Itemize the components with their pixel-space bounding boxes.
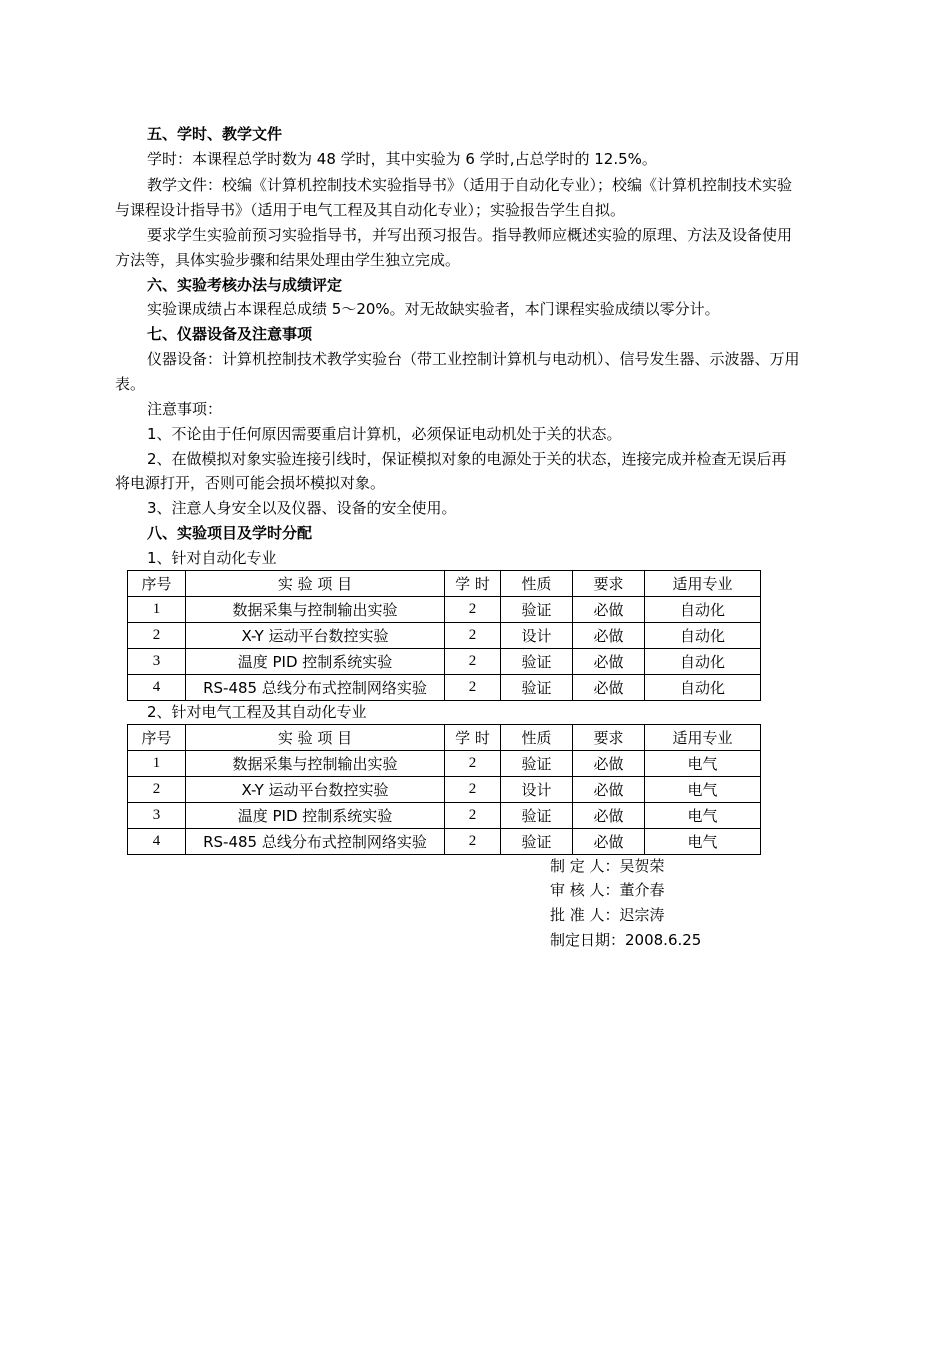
table-cell: 2 [445, 829, 501, 855]
column-header: 序号 [128, 571, 186, 597]
section5-require-line1: 要求学生实验前预习实验指导书，并写出预习报告。指导教师应概述实验的原理、方法及设备使用 [147, 226, 793, 244]
table-cell: 2 [128, 623, 186, 649]
table-cell: 验证 [501, 751, 573, 777]
column-header: 适用专业 [645, 571, 761, 597]
table-row [128, 623, 761, 649]
table-cell: 必做 [573, 777, 645, 803]
column-header: 学 时 [445, 725, 501, 751]
table-cell: 2 [445, 649, 501, 675]
section5-hours-text: 学时：本课程总学时数为 48 学时，其中实验为 6 学时,占总学时的 12.5%。 [147, 150, 657, 168]
table-header-row [128, 571, 761, 597]
signature-date: 制定日期：2008.6.25 [550, 931, 702, 949]
table-row [128, 829, 761, 855]
table-electrical-body [128, 725, 761, 855]
table-cell: RS-485 总线分布式控制网络实验 [186, 675, 445, 701]
table-row [128, 675, 761, 701]
table-row [128, 597, 761, 623]
section5-heading: 五、学时、教学文件 [147, 125, 283, 143]
table-cell: 验证 [501, 803, 573, 829]
column-header: 性质 [501, 725, 573, 751]
table-cell: 验证 [501, 649, 573, 675]
section8-heading: 八、实验项目及学时分配 [147, 524, 313, 542]
table-cell: 设计 [501, 623, 573, 649]
signature-author: 制 定 人：吴贺荣 [550, 857, 665, 875]
table-row [128, 649, 761, 675]
table-cell: 自动化 [645, 623, 761, 649]
section7-heading: 七、仪器设备及注意事项 [147, 325, 313, 343]
table-cell: 2 [445, 751, 501, 777]
section7-note1: 1、不论由于任何原因需要重启计算机，必须保证电动机处于关的状态。 [147, 425, 622, 443]
table-cell: 自动化 [645, 649, 761, 675]
section5-docs-line2: 与课程设计指导书》（适用于电气工程及其自动化专业）；实验报告学生自拟。 [115, 201, 626, 219]
section7-notes-label: 注意事项： [147, 400, 223, 418]
table-cell: 电气 [645, 803, 761, 829]
table-automation-body [128, 571, 761, 701]
table-cell: 数据采集与控制输出实验 [186, 751, 445, 777]
section7-note2-line2: 将电源打开，否则可能会损坏模拟对象。 [115, 474, 386, 492]
table-cell: 自动化 [645, 675, 761, 701]
table-cell: RS-485 总线分布式控制网络实验 [186, 829, 445, 855]
table-cell: X-Y 运动平台数控实验 [186, 623, 445, 649]
section5-docs-line1: 教学文件：校编《计算机控制技术实验指导书》（适用于自动化专业）；校编《计算机控制技术实验 [147, 176, 793, 194]
table-cell: 1 [128, 751, 186, 777]
table1-caption: 1、针对自动化专业 [147, 549, 277, 567]
table-cell: 验证 [501, 597, 573, 623]
column-header: 要求 [573, 725, 645, 751]
table-cell: 2 [445, 777, 501, 803]
signature-reviewer: 审 核 人：董介春 [550, 881, 665, 899]
section7-equipment-line2: 表。 [115, 375, 146, 393]
table-cell: 2 [445, 623, 501, 649]
table-cell: X-Y 运动平台数控实验 [186, 777, 445, 803]
table-cell: 必做 [573, 597, 645, 623]
section5-require-line2: 方法等，具体实验步骤和结果处理由学生独立完成。 [115, 251, 461, 269]
table-cell: 必做 [573, 649, 645, 675]
table-cell: 4 [128, 829, 186, 855]
table-cell: 必做 [573, 675, 645, 701]
section6-text: 实验课成绩占本课程总成绩 5～20%。对无故缺实验者，本门课程实验成绩以零分计。 [147, 300, 720, 318]
table-cell: 数据采集与控制输出实验 [186, 597, 445, 623]
table-electrical [127, 724, 761, 855]
table-cell: 验证 [501, 675, 573, 701]
table-cell: 4 [128, 675, 186, 701]
signature-approver: 批 准 人：迟宗涛 [550, 906, 665, 924]
table-header-row [128, 725, 761, 751]
table-cell: 2 [445, 675, 501, 701]
table-cell: 3 [128, 803, 186, 829]
column-header: 实 验 项 目 [186, 725, 445, 751]
table-cell: 验证 [501, 829, 573, 855]
table-cell: 电气 [645, 777, 761, 803]
table-cell: 2 [445, 597, 501, 623]
table-cell: 1 [128, 597, 186, 623]
column-header: 实 验 项 目 [186, 571, 445, 597]
table-cell: 设计 [501, 777, 573, 803]
column-header: 适用专业 [645, 725, 761, 751]
column-header: 学 时 [445, 571, 501, 597]
table-row [128, 751, 761, 777]
table-cell: 电气 [645, 829, 761, 855]
table-cell: 2 [445, 803, 501, 829]
table-cell: 必做 [573, 623, 645, 649]
table-automation [127, 570, 761, 701]
table-cell: 必做 [573, 803, 645, 829]
section7-note2-line1: 2、在做模拟对象实验连接引线时，保证模拟对象的电源处于关的状态，连接完成并检查无误后再 [147, 450, 787, 468]
table-cell: 必做 [573, 751, 645, 777]
column-header: 序号 [128, 725, 186, 751]
column-header: 性质 [501, 571, 573, 597]
table2-caption: 2、针对电气工程及其自动化专业 [147, 703, 367, 721]
table-cell: 3 [128, 649, 186, 675]
column-header: 要求 [573, 571, 645, 597]
table-cell: 电气 [645, 751, 761, 777]
table-row [128, 777, 761, 803]
section7-note3: 3、注意人身安全以及仪器、设备的安全使用。 [147, 499, 457, 517]
table-cell: 2 [128, 777, 186, 803]
section7-equipment-line1: 仪器设备：计算机控制技术教学实验台（带工业控制计算机与电动机）、信号发生器、示波器、万用 [147, 350, 800, 368]
table-cell: 必做 [573, 829, 645, 855]
section6-heading: 六、实验考核办法与成绩评定 [147, 276, 343, 294]
table-cell: 温度 PID 控制系统实验 [186, 649, 445, 675]
table-row [128, 803, 761, 829]
table-cell: 自动化 [645, 597, 761, 623]
table-cell: 温度 PID 控制系统实验 [186, 803, 445, 829]
